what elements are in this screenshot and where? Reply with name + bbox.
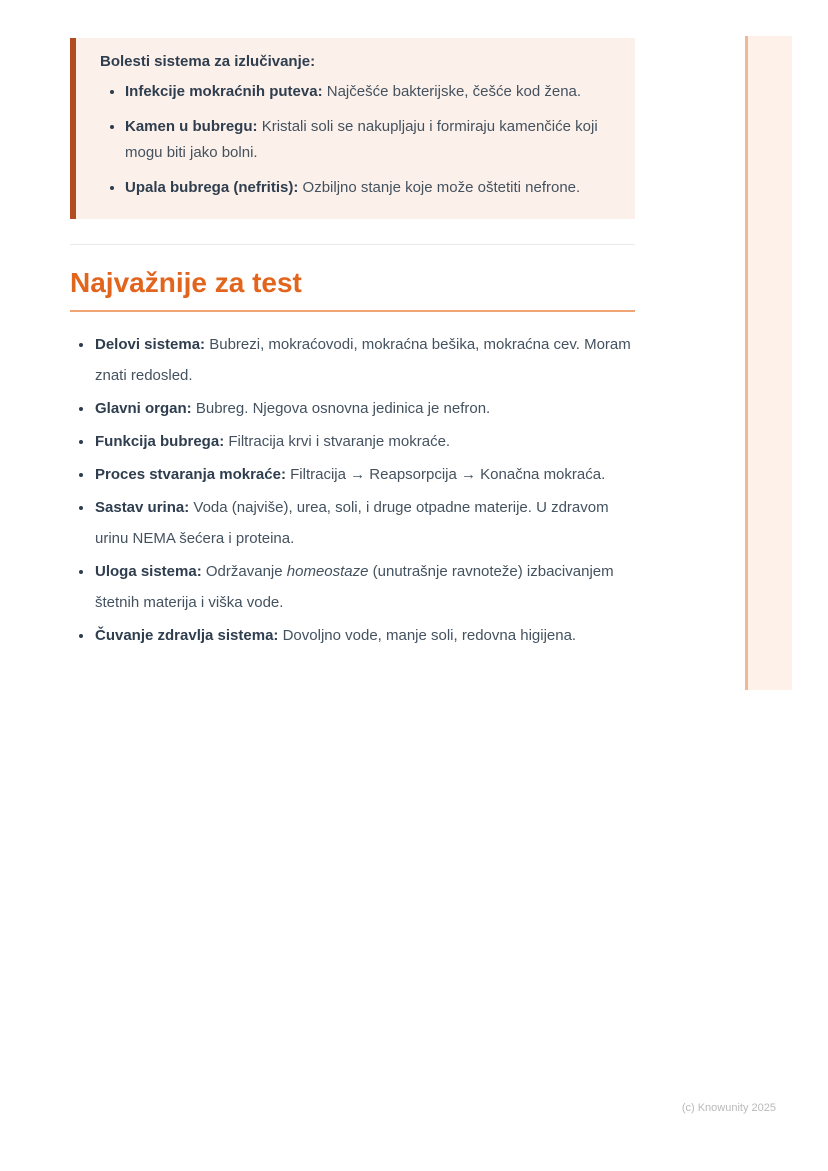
list-item xyxy=(70,492,635,554)
item-lead: Glavni organ: xyxy=(95,400,192,417)
item-text: Kristali soli se nakupljaju i formiraju kamenčiće koji mogu biti jako bolni. xyxy=(125,118,598,161)
item-text: (unutrašnje ravnoteže) izbacivanjem štetnih materija i viška vode. xyxy=(95,563,614,611)
item-italic-term: homeostaze xyxy=(286,563,369,580)
list-item xyxy=(70,426,635,457)
item-lead: Delovi sistema: xyxy=(95,336,206,353)
list-item xyxy=(100,175,615,201)
item-lead: Funkcija bubrega: xyxy=(95,433,225,450)
item-lead: Čuvanje zdravlja sistema: xyxy=(95,627,279,644)
item-text: Bubreg. Njegova osnovna jedinica je nefron. xyxy=(195,400,491,417)
footer-copyright: (c) Knowunity 2025 xyxy=(681,1102,776,1114)
callout-title: Bolesti sistema za izlučivanje: xyxy=(100,53,316,70)
item-lead: Kamen u bubregu: xyxy=(125,118,258,135)
item-text: Održavanje xyxy=(205,563,283,580)
next-page-edge xyxy=(745,36,792,690)
list-item xyxy=(70,620,635,651)
list-item xyxy=(70,329,635,391)
item-lead: Proces stvaranja mokraće: xyxy=(95,466,286,483)
item-text: Bubrezi, mokraćovodi, mokraćna bešika, mokraćna cev. Moram znati redosled. xyxy=(95,336,631,384)
list-item xyxy=(70,459,635,490)
item-text: Filtracija krvi i stvaranje mokraće. xyxy=(228,433,451,450)
list-item xyxy=(100,114,615,166)
item-text: Filtracija → Reapsorpcija → Konačna mokraća. xyxy=(290,466,606,483)
callout-list xyxy=(100,79,615,201)
item-lead: Upala bubrega (nefritis): xyxy=(125,179,299,196)
item-text: Voda (najviše), urea, soli, i druge otpadne materije. U zdravom urinu NEMA šećera i proteina. xyxy=(95,499,609,547)
list-item xyxy=(70,556,635,618)
diseases-callout-box xyxy=(70,38,635,219)
item-text: Najčešće bakterijske, češće kod žena. xyxy=(326,83,582,100)
section-title: Najvažnije za test xyxy=(70,267,302,298)
list-item xyxy=(100,79,615,105)
item-text: Dovoljno vode, manje soli, redovna higijena. xyxy=(282,627,577,644)
section-divider xyxy=(70,244,635,245)
item-lead: Sastav urina: xyxy=(95,499,190,516)
key-points-list xyxy=(70,329,635,651)
content-column xyxy=(70,0,635,653)
item-lead: Infekcije mokraćnih puteva: xyxy=(125,83,323,100)
heading-underline xyxy=(70,310,635,312)
item-lead: Uloga sistema: xyxy=(95,563,202,580)
list-item xyxy=(70,393,635,424)
item-text: Ozbiljno stanje koje može oštetiti nefrone. xyxy=(302,179,581,196)
